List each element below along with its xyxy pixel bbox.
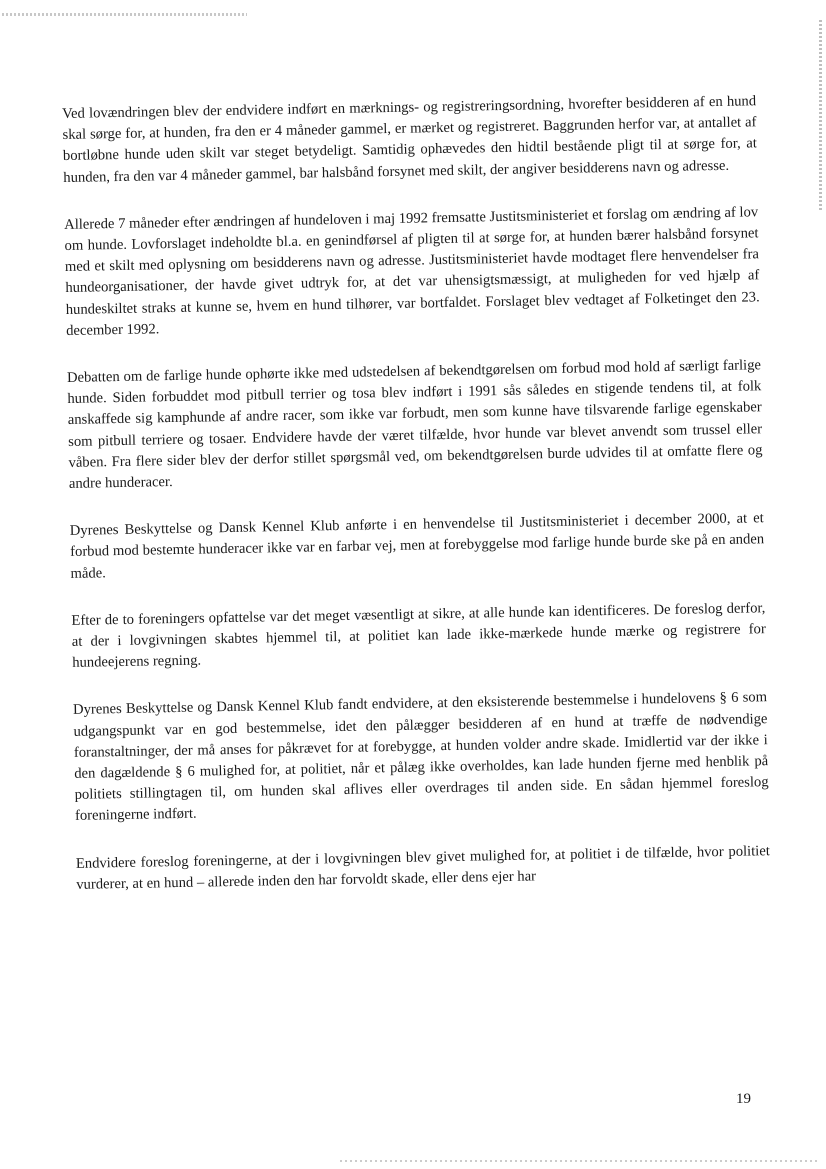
scan-artifact-bottom xyxy=(340,1160,820,1162)
paragraph-dangerous-dogs-debate: Debatten om de farlige hunde ophørte ikke med udstedelsen af bekendtgørelsen om forbud mod hold af særligt farlige hunde. Siden forbuddet mod pitbull terrier og tosa blev indført i 1991 sås således en stigende tendens til, at folk anskaffede sig kamphunde af andre racer, som ikke var forbudt, men som kunne have tilsvarende farlige egenskaber som pitbull terriere og tosaer. Endvidere havde der været tilfælde, hvor hunde var blevet anvendt som trussel eller våben. Fra flere sider blev der derfor stillet spørgsmål ved, om bekendtgørelsen burde udvides til at omfatte flere og andre hunderacer. xyxy=(66,357,763,492)
paragraph-registration: Ved lovændringen blev der endvidere indført en mærknings- og registreringsordning, hvorefter besidderen af en hund skal sørge for, at hunden, fra den er 4 måneder gammel, er mærket og registreret. Baggrunden herfor var, at antallet af bortløbne hunde uden skilt var steget betydeligt. Samtidig ophævedes den hidtil bestående pligt til at sørge for, at hunden, fra den var 4 måneder gammel, bar halsbånd forsynet med skilt, der angiver besidderens navn og adresse. xyxy=(62,93,757,186)
scan-artifact-right xyxy=(819,20,822,210)
page-number: 19 xyxy=(736,1091,751,1107)
body-text xyxy=(62,91,771,922)
scan-artifact-top xyxy=(2,13,247,16)
paragraph-identification: Efter de to foreningers opfattelse var det meget væsentligt at sikre, at alle hunde kan identificeres. De foreslog derfor, at der i lovgivningen skabtes hjemmel til, at politiet kan lade ikke-mærkede hunde mærke og registrere for hundeejerens regning. xyxy=(71,600,766,672)
paragraph-section-6: Dyrenes Beskyttelse og Dansk Kennel Klub fandt endvidere, at den eksisterende bestemmelse i hundelovens § 6 som udgangspunkt var en god bestemmelse, idet den pålægger besidderen af en hund at træffe de nødvendige foranstaltninger, der må anses for påkrævet for at forebygge, at hunden volder andre skade. Imidlertid var der ikke i den dagældende § 6 mulighed for, at politiet, når et pålæg ikke overholdes, kan lade hunden fjerne med henblik på politiets stillingtagen til, om hunden skal aflives eller overdrages til anden side. En sådan hjemmel foreslog foreningerne indført. xyxy=(72,689,769,825)
paragraph-police-assessment: Endvidere foreslog foreningerne, at der i lovgivningen blev givet mulighed for, at politiet i de tilfælde, hvor politiet vurderer, at en hund – allerede inden den har forvoldt skade, eller dens ejer har xyxy=(75,842,770,893)
paragraph-organisations-inquiry: Dyrenes Beskyttelse og Dansk Kennel Klub anførte i en henvendelse til Justitsministeriet i december 2000, at et forbud mod bestemte hunderacer ikke var en farbar vej, men at forebyggelse mod farlige hunde burde ske på en anden måde. xyxy=(69,510,765,582)
paragraph-law-proposal-1992: Allerede 7 måneder efter ændringen af hundeloven i maj 1992 fremsatte Justitsministeriet et forslag om ændring af lov om hunde. Lovforslaget indeholdte bl.a. en genindførsel af pligten til at sørge for, at hunden bærer halsbånd forsynet med et skilt med oplysning om besidderens navn og adresse. Justitsministeriet havde modtaget flere henvendelser fra hundeorganisationer, der havde givet udtryk for, at det var uhensigtsmæssigt, at muligheden for ved hjælp af hundeskiltet straks at kunne se, hvem en hund tilhører, var bortfaldet. Forslaget blev vedtaget af Folketinget den 23. december 1992. xyxy=(64,204,760,339)
